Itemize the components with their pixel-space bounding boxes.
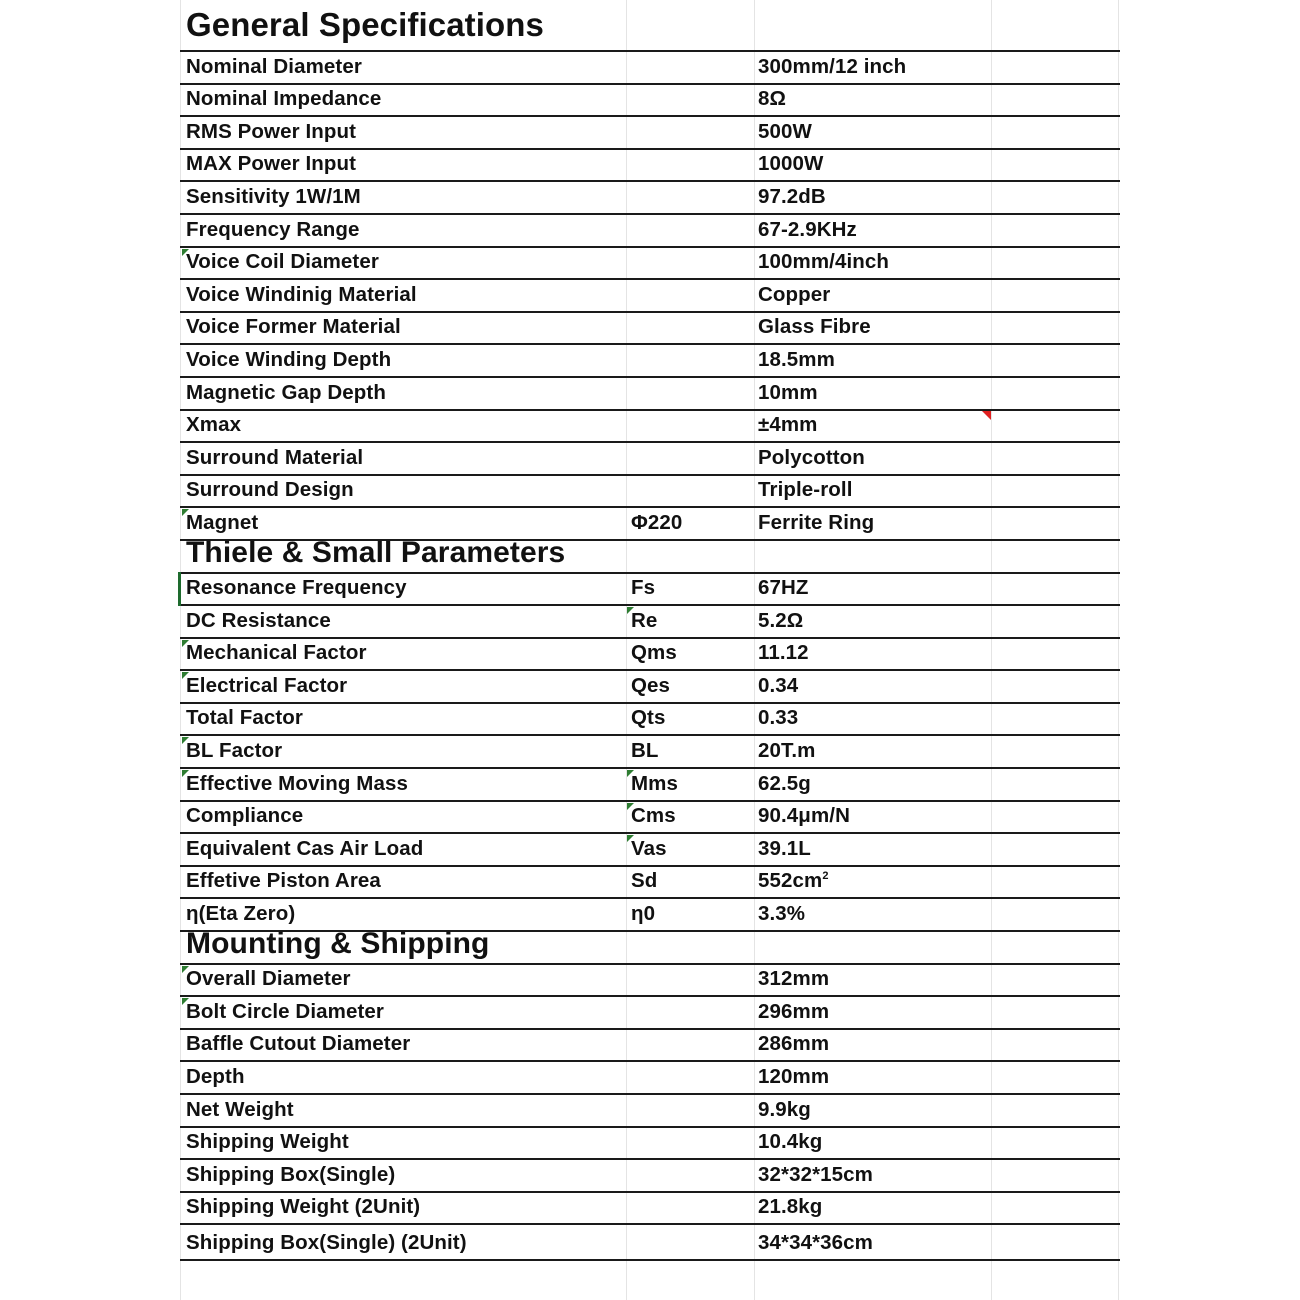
- spec-value: [758, 283, 830, 307]
- spec-value-text: Glass Fibre: [758, 315, 871, 339]
- spec-value-text: 5.2Ω: [758, 608, 804, 632]
- spec-label: Effetive Piston Area: [186, 869, 381, 893]
- cell-marker-icon: [627, 770, 634, 777]
- section-header: [180, 535, 1120, 574]
- section-title: Thiele & Small Parameters: [186, 535, 566, 569]
- spec-row[interactable]: [180, 215, 1120, 248]
- spec-value: [758, 772, 811, 796]
- spec-row[interactable]: [180, 476, 1120, 509]
- spec-value: [758, 1065, 829, 1089]
- spec-value-text: 39.1L: [758, 836, 811, 860]
- spec-value: [758, 1231, 873, 1255]
- selected-cell-border: [178, 572, 181, 607]
- spec-symbol: Mms: [631, 771, 679, 795]
- spec-value: [758, 1000, 829, 1024]
- spec-row[interactable]: [180, 606, 1120, 639]
- spec-label: Overall Diameter: [186, 967, 351, 991]
- spec-label: Surround Material: [186, 445, 364, 469]
- spec-value-text: 8Ω: [758, 87, 787, 111]
- spec-row[interactable]: [180, 1128, 1120, 1161]
- spec-label: Mechanical Factor: [186, 641, 367, 665]
- spec-table: [180, 0, 1120, 1261]
- spec-row[interactable]: [180, 639, 1120, 672]
- spec-value: [758, 348, 835, 372]
- spec-value-text: 20T.m: [758, 739, 816, 763]
- spec-symbol: Re: [631, 608, 658, 632]
- spec-value-text: 500W: [758, 119, 812, 143]
- spec-label: Electrical Factor: [186, 673, 348, 697]
- spec-value-text: 296mm: [758, 999, 830, 1023]
- spec-row[interactable]: [180, 574, 1120, 607]
- section-header: [180, 0, 1120, 52]
- spec-symbol: Φ220: [631, 510, 683, 534]
- spec-label: RMS Power Input: [186, 119, 357, 143]
- spec-row[interactable]: [180, 867, 1120, 900]
- spec-label: Compliance: [186, 804, 304, 828]
- spec-value: [758, 478, 853, 502]
- spec-value: [758, 511, 874, 535]
- spec-value: [758, 315, 871, 339]
- spec-label: MAX Power Input: [186, 152, 357, 176]
- spec-value-text: 1000W: [758, 152, 824, 176]
- spec-row[interactable]: [180, 736, 1120, 769]
- spec-value: [758, 250, 889, 274]
- spec-value-text: 100mm/4inch: [758, 250, 889, 274]
- cell-marker-icon: [182, 509, 189, 516]
- cell-marker-icon: [182, 737, 189, 744]
- spec-value-text: Triple-roll: [758, 478, 853, 502]
- spec-value: [758, 576, 809, 600]
- spec-value: [758, 869, 829, 893]
- cell-marker-icon: [182, 998, 189, 1005]
- spec-label: Surround Design: [186, 478, 354, 502]
- spec-symbol: Qts: [631, 706, 666, 730]
- cell-marker-icon: [182, 672, 189, 679]
- comment-marker-icon[interactable]: [982, 411, 991, 420]
- spec-value-text: 552cm: [758, 869, 823, 893]
- cell-marker-icon: [627, 803, 634, 810]
- spec-label: Nominal Diameter: [186, 54, 362, 78]
- spec-value: [758, 706, 798, 730]
- spec-label: DC Resistance: [186, 608, 331, 632]
- spec-row[interactable]: [180, 1062, 1120, 1095]
- cell-marker-icon: [182, 770, 189, 777]
- spec-value-text: Polycotton: [758, 445, 865, 469]
- spec-row[interactable]: [180, 150, 1120, 183]
- spec-label: Magnet: [186, 510, 259, 534]
- spec-value: [758, 120, 812, 144]
- cell-marker-icon: [182, 640, 189, 647]
- spec-value: [758, 1032, 829, 1056]
- spec-value: [758, 739, 815, 763]
- spec-row[interactable]: [180, 280, 1120, 313]
- spec-value: [758, 609, 803, 633]
- spec-row[interactable]: [180, 248, 1120, 281]
- spec-value-text: 3.3%: [758, 902, 806, 926]
- spec-value: [758, 381, 818, 405]
- spec-row[interactable]: [180, 411, 1120, 444]
- spec-symbol: Qms: [631, 641, 677, 665]
- cell-marker-icon: [627, 607, 634, 614]
- spec-row[interactable]: [180, 1193, 1120, 1226]
- spec-label: Bolt Circle Diameter: [186, 999, 384, 1023]
- spec-label: Voice Coil Diameter: [186, 250, 379, 274]
- section-header: [180, 926, 1120, 965]
- superscript: 2: [822, 870, 829, 883]
- spec-row[interactable]: [180, 117, 1120, 150]
- spec-value: [758, 641, 809, 665]
- spec-value: [758, 152, 823, 176]
- spec-value-text: 67-2.9KHz: [758, 217, 857, 241]
- spec-sheet: [180, 0, 1120, 1261]
- spec-value-text: 0.33: [758, 706, 799, 730]
- spec-row[interactable]: [180, 182, 1120, 215]
- spec-value-text: 10.4kg: [758, 1130, 823, 1154]
- spec-symbol: Vas: [631, 836, 667, 860]
- spec-symbol: Qes: [631, 673, 671, 697]
- spec-value-text: 312mm: [758, 967, 830, 991]
- spec-value-text: 62.5g: [758, 771, 811, 795]
- spec-value-text: 11.12: [758, 641, 809, 665]
- spec-value-text: 67HZ: [758, 576, 809, 600]
- cell-marker-icon: [182, 966, 189, 973]
- spec-value-text: Ferrite Ring: [758, 510, 875, 534]
- spec-value: [758, 967, 829, 991]
- spec-value: [758, 1163, 873, 1187]
- spec-row[interactable]: [180, 1160, 1120, 1193]
- spec-row[interactable]: [180, 1095, 1120, 1128]
- spec-value-text: 0.34: [758, 673, 799, 697]
- spec-label: Magnetic Gap Depth: [186, 380, 386, 404]
- spec-label: η(Eta Zero): [186, 902, 296, 926]
- spec-value-text: 9.9kg: [758, 1097, 811, 1121]
- spec-value: [758, 804, 850, 828]
- spec-label: Net Weight: [186, 1097, 294, 1121]
- spec-value-text: 21.8kg: [758, 1195, 823, 1219]
- spec-value: [758, 87, 786, 111]
- spec-row[interactable]: [180, 1030, 1120, 1063]
- spec-row[interactable]: [180, 834, 1120, 867]
- spec-value: [758, 837, 811, 861]
- spec-symbol: Fs: [631, 576, 656, 600]
- spec-value-text: 10mm: [758, 380, 818, 404]
- spec-label: Voice Former Material: [186, 315, 401, 339]
- spec-row[interactable]: [180, 52, 1120, 85]
- section-title: Mounting & Shipping: [186, 926, 490, 960]
- spec-row[interactable]: [180, 997, 1120, 1030]
- spec-value: [758, 218, 857, 242]
- spec-value: [758, 446, 865, 470]
- spec-label: Frequency Range: [186, 217, 360, 241]
- spec-row[interactable]: [180, 965, 1120, 998]
- spec-label: Equivalent Cas Air Load: [186, 836, 424, 860]
- spec-label: Voice Winding Depth: [186, 347, 392, 371]
- spec-value: [758, 185, 826, 209]
- spec-value-text: 90.4μm/N: [758, 804, 850, 828]
- spec-row[interactable]: [180, 671, 1120, 704]
- spec-label: BL Factor: [186, 739, 283, 763]
- spec-value-text: 18.5mm: [758, 347, 835, 371]
- spec-value: [758, 1130, 822, 1154]
- spec-label: Shipping Weight (2Unit): [186, 1195, 421, 1219]
- spec-label: Depth: [186, 1065, 245, 1088]
- spec-value-text: 120mm: [758, 1065, 830, 1088]
- spec-symbol: Cms: [631, 804, 676, 828]
- cell-marker-icon: [627, 835, 634, 842]
- spec-value-text: 97.2dB: [758, 184, 826, 208]
- spec-label: Total Factor: [186, 706, 303, 730]
- spec-row[interactable]: [180, 85, 1120, 118]
- spec-label: Shipping Box(Single): [186, 1162, 396, 1186]
- spec-label: Resonance Frequency: [186, 576, 407, 600]
- spec-label: Shipping Weight: [186, 1130, 349, 1154]
- spec-row[interactable]: [180, 313, 1120, 346]
- spec-symbol: BL: [631, 739, 659, 763]
- spec-row[interactable]: [180, 378, 1120, 411]
- spec-value-text: Copper: [758, 282, 831, 306]
- spec-label: Baffle Cutout Diameter: [186, 1032, 411, 1056]
- spec-value-text: 34*34*36cm: [758, 1231, 873, 1255]
- spec-label: Sensitivity 1W/1M: [186, 184, 361, 208]
- spec-row[interactable]: [180, 802, 1120, 835]
- spec-value: [758, 674, 798, 698]
- spec-row[interactable]: [180, 443, 1120, 476]
- spec-value: [758, 1098, 811, 1122]
- spec-label: Voice Windinig Material: [186, 282, 417, 306]
- spec-row[interactable]: [180, 1225, 1120, 1261]
- spec-row[interactable]: [180, 704, 1120, 737]
- spec-value-text: ±4mm: [758, 413, 818, 437]
- spec-symbol: η0: [631, 902, 656, 926]
- spec-value-text: 32*32*15cm: [758, 1162, 873, 1186]
- spec-value: [758, 1195, 822, 1219]
- spec-row[interactable]: [180, 345, 1120, 378]
- spec-label: Effective Moving Mass: [186, 771, 408, 795]
- spec-value: [758, 902, 805, 926]
- spec-value: [758, 413, 818, 437]
- spec-row[interactable]: [180, 769, 1120, 802]
- spec-value-text: 286mm: [758, 1032, 830, 1056]
- spec-symbol: Sd: [631, 869, 658, 893]
- spec-label: Xmax: [186, 413, 242, 437]
- spec-label: Nominal Impedance: [186, 87, 382, 111]
- spec-label: Shipping Box(Single) (2Unit): [186, 1231, 467, 1255]
- spec-value-text: 300mm/12 inch: [758, 54, 907, 78]
- section-title: General Specifications: [186, 6, 544, 43]
- spec-value: [758, 55, 906, 79]
- cell-marker-icon: [182, 249, 189, 256]
